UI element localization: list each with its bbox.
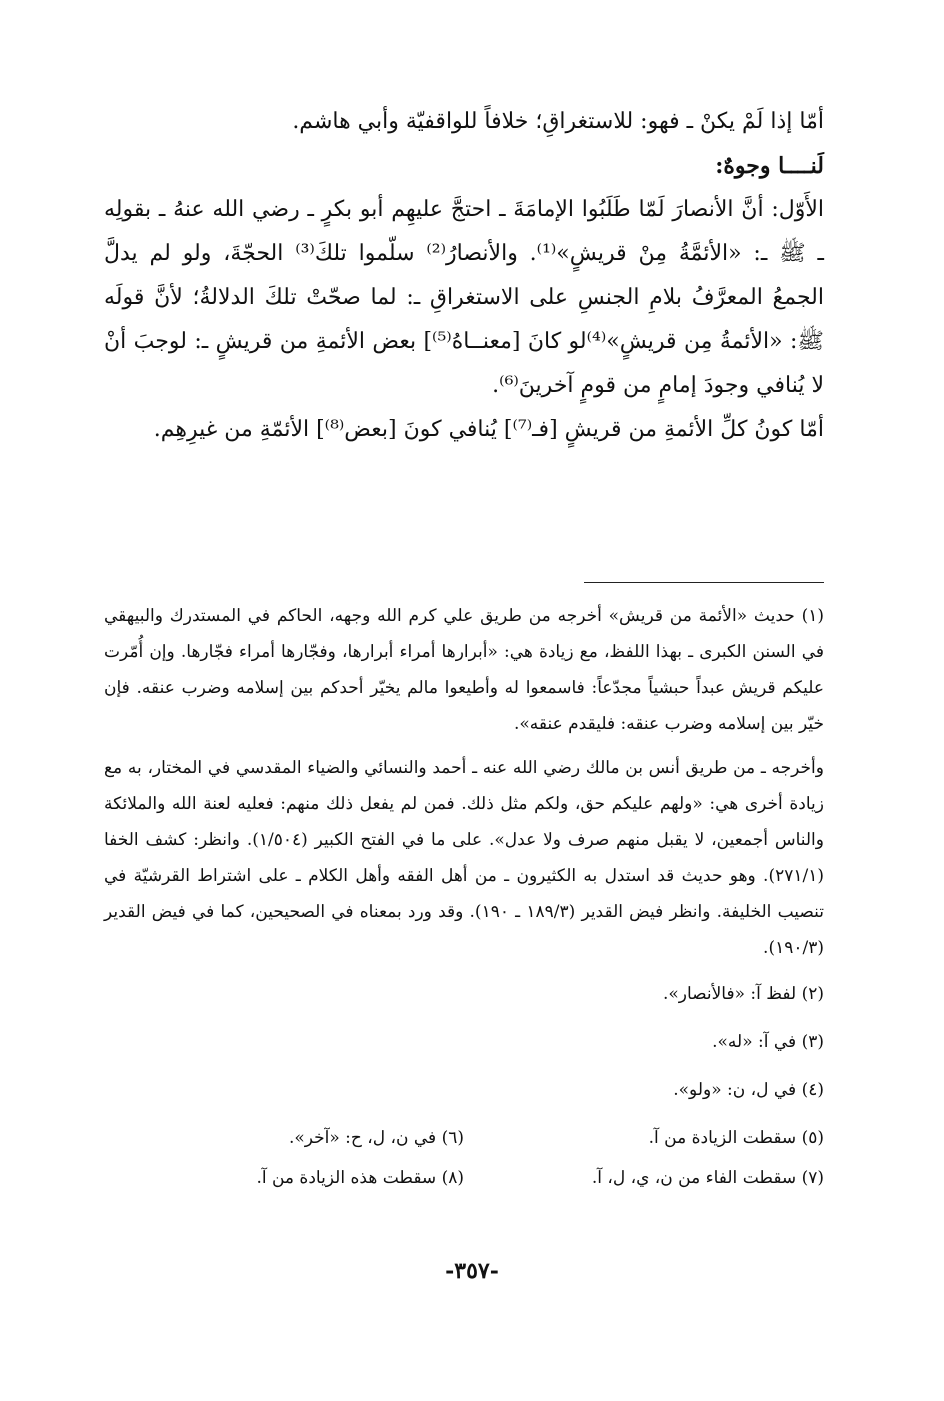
footnote-row-5-6: [104, 1118, 824, 1158]
footnote-7: (٧) سقطت الفاء من ن، ي، ل، آ.: [591, 1168, 824, 1188]
footnote-5: (٥) سقطت الزيادة من آ.: [648, 1128, 824, 1148]
footnote-divider: [584, 582, 824, 583]
conclusion-paragraph: أمّا كونُ كلِّ الأئمةِ من قريشٍ [فـ⁽⁷⁾] يُنافي كونَ [بعض⁽⁸⁾] الأئمّةِ من غيرِهِم.: [153, 417, 824, 442]
footnote-2: (٢) لفظ آ: «فالأنصار».: [662, 984, 824, 1004]
footnotes-block: [104, 598, 824, 1198]
footnote-8: (٨) سقطت هذه الزيادة من آ.: [256, 1168, 464, 1188]
footnote-1-part-b: وأخرجه ـ من طريق أنس بن مالك رضي الله عنه ـ أحمد والنسائي والضياء المقدسي في المختار، به مع زيادة أخرى هي: «ولهم عليكم حق، ولكم مثل ذلك. فمن لم يفعل ذلك منهم: فعليه لعنة الله والملائكة والناس أجمعين، لا يقبل منهم صرف ولا عدل». على ما في الفتح الكبير (١/٥٠٤). وانظر: كشف الخفا (٢٧١/١). وهو حديث قد استدل به الكثيرون ـ من أهل الفقه وأهل الكلام ـ على اشتراط القرشيّة في تنصيب الخليفة. وانظر فيض القدير (١٨٩/٣ ـ ١٩٠). وقد ورد بمعناه في الصحيحين، كما في فيض القدير (١٩٠/٣).: [104, 758, 824, 958]
footnote-1-part-a: (١) حديث «الأئمة من قريش» أخرجه من طريق علي كرم الله وجهه، الحاكم في المستدرك والبيهقي في السنن الكبرى ـ بهذا اللفظ، مع زيادة هي: «أبرارها أمراء أبرارها، وفجّارها أمراء فجّارها. وإن أُمّرت عليكم قريش عبداً حبشياً مجدّعاً: فاسمعوا له وأطيعوا مالم يخيّر أحدكم بين إسلامه وضرب عنقه. فإن خيّر بين إسلامه وضرب عنقه: فليقدم عنقه».: [104, 606, 824, 734]
footnote-3: (٣) في آ: «له».: [712, 1032, 824, 1052]
first-argument-paragraph: الأَوّل: أنَّ الأنصارَ لَمّا طَلَبُوا الإمامَةَ ـ احتجَّ عليهِم أبو بكرٍ ـ رضي الله عنهُ ـ بقولِه ـ ﷺ ـ: «الأئمَّةُ مِنْ قريشٍ»⁽¹⁾. والأنصارُ⁽²⁾ سلّموا تلكَ⁽³⁾ الحجّةَ، ولو لم يدلَّ الجمعُ المعرَّفُ بلامِ الجنسِ على الاستغراقِ ـ: لما صحّتْ تلكَ الدلالةُ؛ لأنَّ قولَه ﷺ: «الأئمةُ مِن قريشٍ»⁽⁴⁾لو كانَ [معنــاهُ⁽⁵⁾] بعض الأئمةِ من قريشٍ ـ: لوجبَ أنْ لا يُنافي وجودَ إمامٍ من قومٍ آخرينَ⁽⁶⁾.: [104, 197, 824, 398]
footnote-6: (٦) في ن، ل، ح: «آخر».: [288, 1128, 464, 1148]
intro-line: أمّا إذا لَمْ يكنْ ـ فهو: للاستغراقِ؛ خلافاً للواقفيّة وأبي هاشم.: [292, 109, 824, 134]
page-number: -٣٥٧-: [445, 1258, 499, 1284]
footnote-4: (٤) في ل، ن: «ولو».: [673, 1080, 824, 1100]
footnote-row-7-8: [104, 1158, 824, 1198]
section-heading: لَنــــا وجوهٌ:: [715, 153, 824, 179]
main-text-block: [104, 100, 824, 452]
